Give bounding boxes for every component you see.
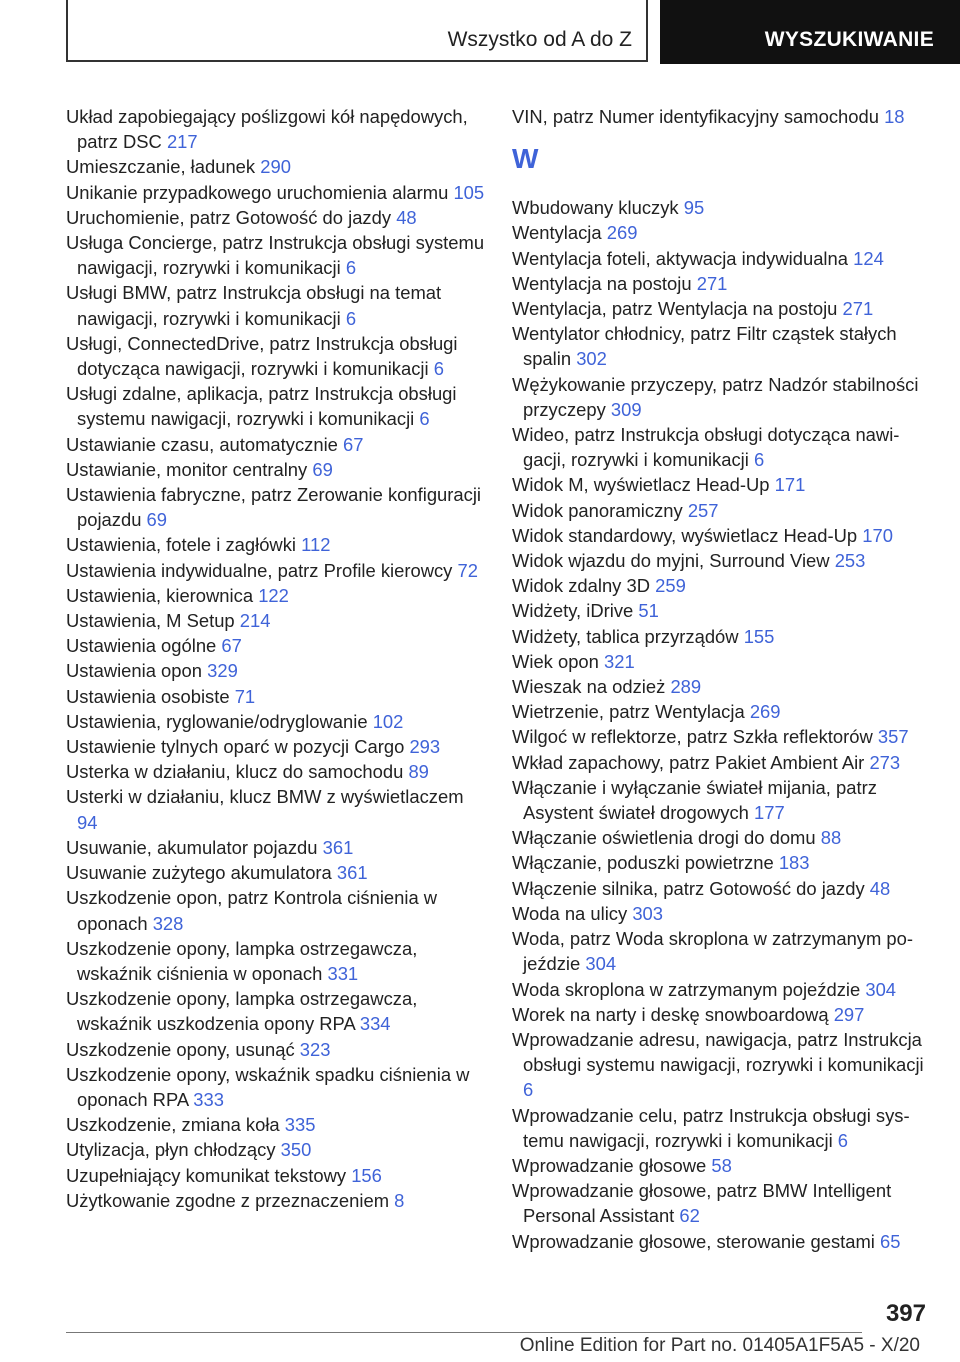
entry-page-link[interactable]: 304	[865, 978, 897, 1000]
index-entry	[66, 784, 486, 834]
index-entry	[66, 457, 486, 482]
entry-text: Uszkodzenie opony, lampka ostrzegawcza, wskaźnik ciśnienia w oponach	[66, 937, 418, 984]
entry-text: Wentylator chłodnicy, patrz Filtr cząstek stałych spalin	[512, 323, 897, 370]
entry-text: Widok wjazdu do myjni, Surround View	[512, 550, 830, 572]
entry-page-link[interactable]: 67	[221, 635, 242, 657]
index-entry	[512, 1178, 932, 1228]
entry-page-link[interactable]: 65	[880, 1230, 901, 1252]
entry-text: Wentylacja foteli, aktywacja indywidualna	[512, 247, 848, 269]
entry-page-link[interactable]: 214	[239, 610, 271, 632]
entry-page-link[interactable]: 88	[820, 827, 842, 849]
index-entry	[512, 548, 932, 573]
entry-text: Wilgoć w reflektorze, patrz Szkła reflektorów	[512, 726, 873, 748]
entry-page-link[interactable]: 6	[345, 257, 357, 279]
index-entry	[512, 750, 932, 775]
entry-text: Użytkowanie zgodne z przeznaczeniem	[66, 1189, 390, 1211]
tab-search[interactable]	[660, 0, 960, 64]
entry-text: Widżety, iDrive	[512, 600, 634, 622]
index-entry	[66, 432, 486, 457]
entry-page-link[interactable]: 67	[343, 433, 364, 455]
index-entry	[512, 775, 932, 825]
entry-page-link[interactable]: 334	[359, 1013, 391, 1035]
entry-page-link[interactable]: 72	[457, 559, 478, 581]
entry-text: Ustawienia opon	[66, 660, 202, 682]
entry-text: Wiek opon	[512, 650, 599, 672]
entry-page-link[interactable]: 18	[884, 106, 905, 127]
entry-page-link[interactable]: 170	[862, 524, 893, 546]
entry-page-link[interactable]: 94	[77, 811, 98, 833]
index-entry	[66, 583, 486, 608]
entry-page-link[interactable]: 48	[396, 206, 417, 228]
index-entry	[66, 633, 486, 658]
entry-text: Ustawienia ogólne	[66, 635, 217, 657]
entry-text: Uszkodzenie opony, wskaźnik spadku ciśnienia w oponach RPA	[66, 1063, 470, 1110]
entry-page-link[interactable]: 89	[408, 761, 429, 783]
entry-text: Wprowadzanie adresu, nawigacja, patrz Instrukcja obsługi systemu nawigacji, rozrywki i komunikacji	[512, 1028, 924, 1076]
entry-text: Usługi BMW, patrz Instrukcja obsługi na temat nawigacji, rozrywki i komunikacji	[66, 282, 442, 329]
entry-page-link[interactable]: 48	[869, 877, 891, 899]
index-entry	[512, 271, 932, 296]
entry-text: Ustawianie czasu, automatycznie	[66, 433, 338, 455]
entry-text: Usterki w działaniu, klucz BMW z wyświetlaczem	[66, 786, 464, 808]
index-entry	[66, 608, 486, 633]
entry-text: Włączanie i wyłączanie świateł mijania, patrz Asystent świateł drogowych	[512, 776, 877, 824]
entry-text: Ustawienia, M Setup	[66, 610, 235, 632]
entry-page-link[interactable]: 269	[749, 701, 781, 723]
footer-divider	[66, 1332, 862, 1333]
index-entry	[66, 180, 486, 205]
entry-page-link[interactable]: 95	[683, 197, 705, 219]
index-entry	[512, 246, 932, 271]
index-entry	[66, 684, 486, 709]
entry-text: Woda na ulicy	[512, 902, 628, 924]
index-entry	[66, 759, 486, 784]
entry-text: Wietrzenie, patrz Wentylacja	[512, 701, 745, 723]
header-tabs	[66, 0, 960, 65]
entry-text: Wężykowanie przyczepy, patrz Nadzór stabilności przyczepy	[512, 373, 919, 420]
index-entry	[66, 835, 486, 860]
index-entry	[66, 936, 486, 986]
entry-page-link[interactable]: 328	[152, 912, 184, 934]
entry-text: Ustawienia indywidualne, patrz Profile kierowcy	[66, 559, 453, 581]
entry-page-link[interactable]: 6	[753, 449, 765, 471]
index-entry	[512, 724, 932, 749]
index-entry	[66, 381, 486, 431]
index-entry	[66, 860, 486, 885]
entry-page-link[interactable]: 361	[336, 862, 368, 884]
index-entry	[66, 986, 486, 1036]
entry-page-link[interactable]: 69	[312, 458, 333, 480]
index-entry	[66, 280, 486, 330]
entry-text: Wentylacja, patrz Wentylacja na postoju	[512, 298, 838, 320]
index-entry	[512, 850, 932, 875]
entry-page-link[interactable]: 171	[774, 474, 806, 496]
index-entry	[512, 1002, 932, 1027]
entry-text: Woda skroplona w zatrzymanym pojeździe	[512, 978, 861, 1000]
entry-text: Ustawienia, fotele i zagłówki	[66, 534, 296, 556]
entry-text: Uzupełniający komunikat tekstowy	[66, 1164, 347, 1186]
entry-page-link[interactable]: 122	[258, 584, 289, 606]
entry-page-link[interactable]: 156	[351, 1164, 382, 1186]
entry-page-link[interactable]: 302	[576, 348, 607, 370]
entry-text: Usuwanie zużytego akumulatora	[66, 862, 332, 884]
entry-text: Wprowadzanie celu, patrz Instrukcja obsługi systemu nawigacji, rozrywki i komunikacji	[512, 1104, 910, 1151]
entry-page-link[interactable]: 51	[638, 600, 659, 622]
entry-text: VIN, patrz Numer identyfikacyjny samochodu	[512, 106, 879, 127]
entry-page-link[interactable]: 297	[833, 1003, 865, 1025]
index-entry	[66, 1112, 486, 1137]
entry-text: Wbudowany kluczyk	[512, 197, 679, 219]
index-entries-w	[512, 195, 932, 1254]
entry-page-link[interactable]: 6	[345, 307, 357, 329]
entry-text: Ustawienia, kierownica	[66, 584, 254, 606]
index-entry	[66, 482, 486, 532]
index-entry	[512, 372, 932, 422]
entry-page-link[interactable]: 333	[193, 1088, 224, 1110]
index-entry	[512, 472, 932, 497]
index-entry	[512, 321, 932, 371]
entry-page-link[interactable]: 6	[837, 1129, 849, 1151]
entry-text: Unikanie przypadkowego uruchomienia alarmu	[66, 181, 449, 203]
entry-text: Ustawienia, ryglowanie/odryglowanie	[66, 710, 368, 732]
index-entry	[66, 1163, 486, 1188]
tab-index-label: Wszystko od A do Z	[447, 28, 632, 51]
index-entry	[66, 1037, 486, 1062]
entry-page-link[interactable]: 323	[299, 1038, 331, 1060]
entry-page-link[interactable]: 259	[655, 575, 686, 597]
entry-text: Włączanie oświetlenia drogi do domu	[512, 827, 816, 849]
index-entry	[512, 220, 932, 245]
entry-page-link[interactable]: 290	[260, 156, 291, 178]
entry-text: Wideo, patrz Instrukcja obsługi dotycząca nawigacji, rozrywki i komunikacji	[512, 424, 900, 471]
entry-page-link[interactable]: 124	[853, 247, 884, 269]
section-letter: W	[512, 143, 539, 175]
entry-page-link[interactable]: 112	[301, 534, 331, 556]
entry-page-link[interactable]: 335	[284, 1114, 316, 1136]
index-entry	[66, 532, 486, 557]
entry-page-link[interactable]: 155	[743, 625, 775, 647]
index-entry	[66, 734, 486, 759]
footer-text: Online Edition for Part no. 01405A1F5A5 - X/20	[519, 1335, 920, 1356]
index-entry	[512, 498, 932, 523]
entry-page-link[interactable]: 357	[877, 726, 909, 748]
entry-text: Usługi, ConnectedDrive, patrz Instrukcja obsługi dotycząca nawigacji, rozrywki i komunikacji	[66, 332, 458, 380]
entry-page-link[interactable]: 304	[585, 953, 617, 975]
entry-page-link[interactable]: 183	[778, 852, 810, 874]
entry-text: Ustawienia fabryczne, patrz Zerowanie konfiguracji pojazdu	[66, 484, 482, 531]
entry-text: Widżety, tablica przyrządów	[512, 625, 739, 647]
entry-text: Usługi zdalne, aplikacja, patrz Instrukcja obsługi systemu nawigacji, rozrywki i komunikacji	[66, 383, 457, 430]
entry-text: Widok standardowy, wyświetlacz Head-Up	[512, 524, 858, 546]
entry-text: Ustawianie, monitor centralny	[66, 458, 308, 480]
entry-text: Wkład zapachowy, patrz Pakiet Ambient Air	[512, 751, 865, 773]
page-number: 397	[885, 1300, 926, 1327]
index-entry	[512, 699, 932, 724]
entry-page-link[interactable]: 62	[679, 1205, 700, 1227]
entry-page-link[interactable]: 58	[711, 1154, 732, 1176]
index-entry	[66, 230, 486, 280]
entry-page-link[interactable]: 329	[207, 660, 238, 682]
entry-page-link[interactable]: 102	[372, 710, 404, 732]
entry-text: Wentylacja	[512, 222, 602, 244]
entry-text: Usuwanie, akumulator pojazdu	[66, 836, 318, 858]
entry-text: Woda, patrz Woda skroplona w zatrzymanym pojeździe	[512, 928, 914, 975]
entry-text: Widok zdalny 3D	[512, 575, 650, 597]
entry-text: Włączenie silnika, patrz Gotowość do jazdy	[512, 877, 865, 899]
entry-page-link[interactable]: 303	[632, 902, 663, 924]
entry-text: Włączanie, poduszki powietrzne	[512, 852, 774, 874]
index-entry	[66, 1188, 486, 1213]
index-entry	[512, 825, 932, 850]
index-entry	[512, 1103, 932, 1153]
entry-page-link[interactable]: 217	[166, 131, 198, 153]
entry-page-link[interactable]: 253	[834, 550, 866, 572]
entry-text: Utylizacja, płyn chłodzący	[66, 1139, 276, 1161]
index-entry	[66, 331, 486, 381]
index-entry	[512, 195, 932, 220]
index-entry	[512, 296, 932, 321]
entry-text: Uszkodzenie opon, patrz Kontrola ciśnienia w oponach	[66, 887, 438, 934]
entry-page-link[interactable]: 71	[234, 685, 256, 707]
entry-page-link[interactable]: 309	[610, 398, 642, 420]
entry-page-link[interactable]: 69	[146, 509, 168, 531]
entry-page-link[interactable]: 361	[322, 836, 354, 858]
index-entry	[66, 658, 486, 683]
entry-text: Uruchomienie, patrz Gotowość do jazdy	[66, 206, 392, 228]
entry-text: Ustawienie tylnych oparć w pozycji Cargo	[66, 736, 405, 758]
entry-page-link[interactable]: 293	[409, 736, 441, 758]
entry-page-link[interactable]: 269	[606, 222, 638, 244]
entry-page-link[interactable]: 331	[327, 962, 359, 984]
index-entry	[66, 104, 486, 154]
entry-text: Wentylacja na postoju	[512, 272, 692, 294]
tab-search-label: WYSZUKIWANIE	[764, 28, 934, 51]
entry-text: Widok M, wyświetlacz Head-Up	[512, 474, 770, 496]
entry-page-link[interactable]: 257	[687, 499, 719, 521]
index-entry	[66, 1062, 486, 1112]
index-entry	[512, 624, 932, 649]
index-entry	[512, 674, 932, 699]
index-entry	[512, 422, 932, 472]
entry-text: Worek na narty i deskę snowboardową	[512, 1003, 829, 1025]
index-entry	[512, 649, 932, 674]
entry-text: Uszkodzenie opony, usunąć	[66, 1038, 295, 1060]
entry-page-link[interactable]: 350	[280, 1139, 312, 1161]
entry-text: Wieszak na odzież	[512, 676, 666, 698]
entry-text: Ustawienia osobiste	[66, 685, 230, 707]
index-entry	[512, 1027, 932, 1103]
index-column-left	[66, 104, 486, 1213]
entry-text: Uszkodzenie, zmiana koła	[66, 1114, 280, 1136]
entry-text: Wprowadzanie głosowe, sterowanie gestami	[512, 1230, 875, 1252]
index-entry	[512, 901, 932, 926]
entry-page-link[interactable]: 273	[869, 751, 901, 773]
index-entry	[66, 558, 486, 583]
entry-page-link[interactable]: 6	[433, 358, 444, 380]
entry-page-link[interactable]: 271	[696, 272, 728, 294]
entry-text: Wprowadzanie głosowe	[512, 1154, 707, 1176]
index-entry	[512, 977, 932, 1002]
index-entry	[512, 1229, 932, 1254]
entry-page-link[interactable]: 271	[842, 298, 874, 320]
entry-text: Wprowadzanie głosowe, patrz BMW Intelligent Personal Assistant	[512, 1180, 892, 1227]
entry-page-link[interactable]: 105	[453, 181, 485, 203]
index-entry	[512, 1153, 932, 1178]
index-entry	[512, 104, 932, 129]
entry-page-link[interactable]: 6	[523, 1079, 534, 1101]
index-entry	[512, 523, 932, 548]
entry-text: Uszkodzenie opony, lampka ostrzegawcza, wskaźnik uszkodzenia opony RPA	[66, 988, 418, 1035]
index-entry	[512, 598, 932, 623]
entry-page-link[interactable]: 177	[754, 802, 785, 824]
index-entry	[66, 205, 486, 230]
entry-page-link[interactable]: 8	[394, 1189, 405, 1211]
entry-page-link[interactable]: 289	[670, 676, 702, 698]
index-entry	[512, 876, 932, 901]
entry-text: Usterka w działaniu, klucz do samochodu	[66, 761, 404, 783]
index-entry	[66, 709, 486, 734]
entry-text: Widok panoramiczny	[512, 499, 683, 521]
entry-text: Układ zapobiegający poślizgowi kół napędowych, patrz DSC	[66, 106, 468, 153]
index-entry	[66, 885, 486, 935]
index-column-right	[512, 104, 932, 1254]
tab-index[interactable]	[66, 0, 648, 62]
entry-text: Usługa Concierge, patrz Instrukcja obsługi systemu nawigacji, rozrywki i komunikacji	[66, 232, 485, 279]
entry-text: Umieszczanie, ładunek	[66, 156, 256, 178]
index-entry	[66, 1137, 486, 1162]
entry-page-link[interactable]: 6	[419, 408, 430, 430]
entry-page-link[interactable]: 321	[604, 650, 635, 672]
index-entry	[66, 154, 486, 179]
index-entry	[512, 573, 932, 598]
index-entry	[512, 926, 932, 976]
